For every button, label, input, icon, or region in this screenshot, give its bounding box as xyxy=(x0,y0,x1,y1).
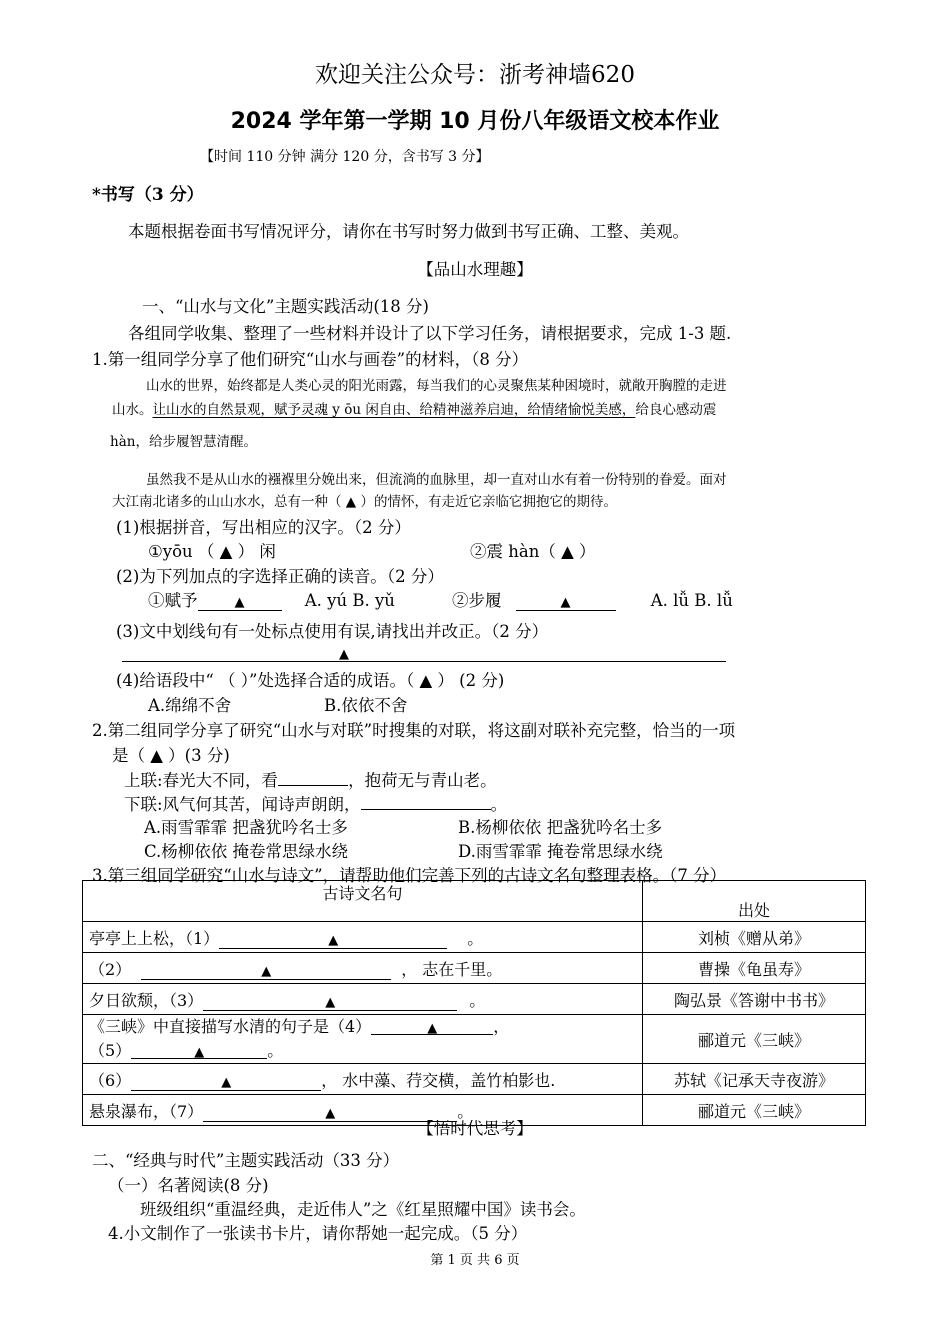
q1-sub1-a: ①yōu （ ▲ ） 闲 xyxy=(148,542,276,561)
triangle-icon: ▲ xyxy=(194,1045,205,1060)
q2-option-d: D.雨雪霏霏 掩卷常思绿水绕 xyxy=(458,842,663,861)
answer-blank[interactable] xyxy=(198,591,282,611)
table-row xyxy=(83,1064,866,1095)
q2-upper-couplet xyxy=(124,766,497,791)
table-row xyxy=(83,1015,866,1064)
quote-text: （6） xyxy=(89,1070,132,1090)
q1-sub3: (3)文中划线句有一处标点使用有误,请找出并改正。（2 分） xyxy=(116,622,549,641)
answer-blank[interactable] xyxy=(278,766,348,786)
writing-heading: *书写（3 分） xyxy=(92,185,204,205)
q3-stem: 3.第三组同学研究“山水与诗文”，请帮助他们完善下列的古诗文名句整理表格。（7 分） xyxy=(92,866,727,885)
q1-sub2-b xyxy=(452,587,733,611)
answer-blank[interactable] xyxy=(141,960,391,980)
quote-cell xyxy=(83,922,643,953)
section1-title: 一、“山水与文化”主题实践活动(18 分) xyxy=(142,297,429,316)
sub2-b-label: ②步履 xyxy=(452,591,502,610)
source-cell: 郦道元《三峡》 xyxy=(643,1015,866,1064)
triangle-icon: ▲ xyxy=(560,595,571,610)
q1-passage-line3: hàn，给步履智慧清醒。 xyxy=(110,434,257,450)
quote-cell xyxy=(83,953,643,984)
triangle-icon: ▲ xyxy=(328,932,339,948)
table-header-row xyxy=(83,881,866,922)
quote-text: ， 志在千里。 xyxy=(401,959,503,979)
underlined-sentence: 让山水的自然景观，赋予灵魂 y ōu 闲自由、给精神滋养启迪，给情绪愉悦美感， xyxy=(152,402,636,418)
q1-sub4-opt-b: B.依依不舍 xyxy=(324,696,408,715)
section2-banner: 【悟时代思考】 xyxy=(417,1119,533,1138)
q1-passage-line1: 山水的世界，始终都是人类心灵的阳光雨露，每当我们的心灵聚焦某种困境时，就敞开胸膛的走进 xyxy=(146,378,727,394)
exam-subtitle: 【时间 110 分钟 满分 120 分，含书写 3 分】 xyxy=(200,149,490,165)
poem-table xyxy=(82,880,866,1126)
answer-blank[interactable] xyxy=(131,1039,267,1059)
answer-line[interactable] xyxy=(122,643,726,662)
quote-text: 。 xyxy=(469,990,486,1010)
q2-option-b: B.杨柳依依 把盏犹吟名士多 xyxy=(458,818,663,837)
quote-text: 。 xyxy=(457,1101,474,1121)
promo-banner: 欢迎关注公众号：浙考神墙620 xyxy=(315,62,635,88)
q2-stem-line2: 是（ ▲ ）(3 分) xyxy=(112,746,230,765)
lower-couplet-a: 下联:风气何其苦，闻诗声朗朗， xyxy=(124,795,361,814)
triangle-icon: ▲ xyxy=(221,1074,232,1090)
q1-stem: 1.第一组同学分享了他们研究“山水与画卷”的材料，（8 分） xyxy=(92,350,529,369)
sub2-a-label: ①赋予 xyxy=(148,591,198,610)
section2-intro: 班级组织“重温经典，走近伟人”之《红星照耀中国》读书会。 xyxy=(140,1200,586,1219)
quote-text: 夕日欲颓，（3） xyxy=(89,990,204,1010)
q2-stem-line1: 2.第二组同学分享了研究“山水与对联”时搜集的对联，将这副对联补充完整，恰当的一项 xyxy=(92,721,736,740)
q1-sub1: (1)根据拼音，写出相应的汉字。（2 分） xyxy=(116,518,411,537)
answer-blank[interactable] xyxy=(371,1015,493,1035)
q1-sub1-b: ②震 hàn（ ▲ ） xyxy=(470,542,596,561)
quote-text: （2） xyxy=(89,959,132,979)
q1-sub4-opt-a: A.绵绵不舍 xyxy=(148,696,232,715)
quote-text: 悬泉瀑布，（7） xyxy=(89,1101,204,1121)
q1-passage-line4: 虽然我不是从山水的襁褓里分娩出来，但流淌的血脉里，却一直对山水有着一份特别的眷爱。面对 xyxy=(146,472,727,488)
answer-blank[interactable] xyxy=(516,591,616,611)
table-row xyxy=(83,984,866,1015)
source-cell: 刘桢《赠从弟》 xyxy=(643,922,866,953)
quote-cell xyxy=(83,1064,643,1095)
section2-title: 二、“经典与时代”主题实践活动（33 分） xyxy=(92,1151,400,1170)
q1-sub2: (2)为下列加点的字选择正确的读音。（2 分） xyxy=(116,567,444,586)
quote-cell xyxy=(83,1015,643,1064)
quote-text: （5） xyxy=(89,1041,132,1060)
passage-text: 山水。 xyxy=(112,402,153,418)
answer-blank[interactable] xyxy=(219,929,447,949)
triangle-icon: ▲ xyxy=(261,963,272,979)
quote-text: 。 xyxy=(467,928,484,948)
answer-blank[interactable] xyxy=(203,991,457,1011)
upper-couplet-b: ，抱荷无与青山老。 xyxy=(348,771,497,790)
source-cell: 曹操《龟虽寿》 xyxy=(643,953,866,984)
q1-passage-line2 xyxy=(112,398,716,418)
answer-blank[interactable] xyxy=(361,790,491,810)
quote-text: 亭亭上上松，（1） xyxy=(89,928,220,948)
sub2-a-options: A. yú B. yǔ xyxy=(304,591,395,610)
quote-text: ， 水中藻、荇交横，盖竹柏影也. xyxy=(321,1070,556,1090)
triangle-icon: ▲ xyxy=(325,994,336,1010)
table-header-source: 出处 xyxy=(643,881,866,922)
source-cell: 苏轼《记承天寺夜游》 xyxy=(643,1064,866,1095)
q1-passage-line5: 大江南北诸多的山山水水，总有一种（ ▲ ）的情怀，有走近它亲临它拥抱它的期待。 xyxy=(112,494,617,510)
page-footer: 第 1 页 共 6 页 xyxy=(430,1253,520,1268)
writing-instruction: 本题根据卷面书写情况评分，请你在书写时努力做到书写正确、工整、美观。 xyxy=(128,222,689,241)
table-row xyxy=(83,953,866,984)
triangle-icon: ▲ xyxy=(427,1021,438,1036)
quote-text: 。 xyxy=(267,1041,284,1060)
section1-banner: 【品山水理趣】 xyxy=(417,260,533,279)
q1-sub4: (4)给语段中“ （ ）”处选择合适的成语。（ ▲ ） (2 分) xyxy=(116,671,505,690)
source-cell: 陶弘景《答谢中书书》 xyxy=(643,984,866,1015)
passage-text: 给良心感动震 xyxy=(635,402,717,418)
answer-blank[interactable] xyxy=(131,1071,321,1091)
triangle-icon: ▲ xyxy=(325,1105,336,1121)
upper-couplet-a: 上联:春光大不同，看 xyxy=(124,771,279,790)
q2-lower-couplet xyxy=(124,790,507,815)
triangle-icon: ▲ xyxy=(234,595,245,610)
q1-sub2-a xyxy=(148,587,395,611)
table-row xyxy=(83,922,866,953)
quote-cell xyxy=(83,984,643,1015)
q2-option-c: C.杨柳依依 掩卷常思绿水绕 xyxy=(144,842,349,861)
quote-text: ， xyxy=(493,1017,510,1036)
triangle-icon: ▲ xyxy=(339,647,349,662)
section2-sub1: （一）名著阅读(8 分) xyxy=(108,1176,269,1195)
section1-intro: 各组同学收集、整理了一些材料并设计了以下学习任务，请根据要求，完成 1-3 题. xyxy=(128,324,732,343)
q4-stem: 4.小文制作了一张读书卡片，请你帮她一起完成。（5 分） xyxy=(108,1224,528,1243)
quote-text: 《三峡》中直接描写水清的句子是（4） xyxy=(89,1017,372,1036)
table-header-quote: 古诗文名句 xyxy=(83,881,643,922)
sub2-b-options: A. lǚ B. lǚ xyxy=(650,591,733,610)
exam-title: 2024 学年第一学期 10 月份八年级语文校本作业 xyxy=(230,109,720,134)
q2-option-a: A.雨雪霏霏 把盏犹吟名士多 xyxy=(144,818,348,837)
source-cell: 郦道元《三峡》 xyxy=(643,1095,866,1126)
lower-couplet-b: 。 xyxy=(490,795,508,814)
